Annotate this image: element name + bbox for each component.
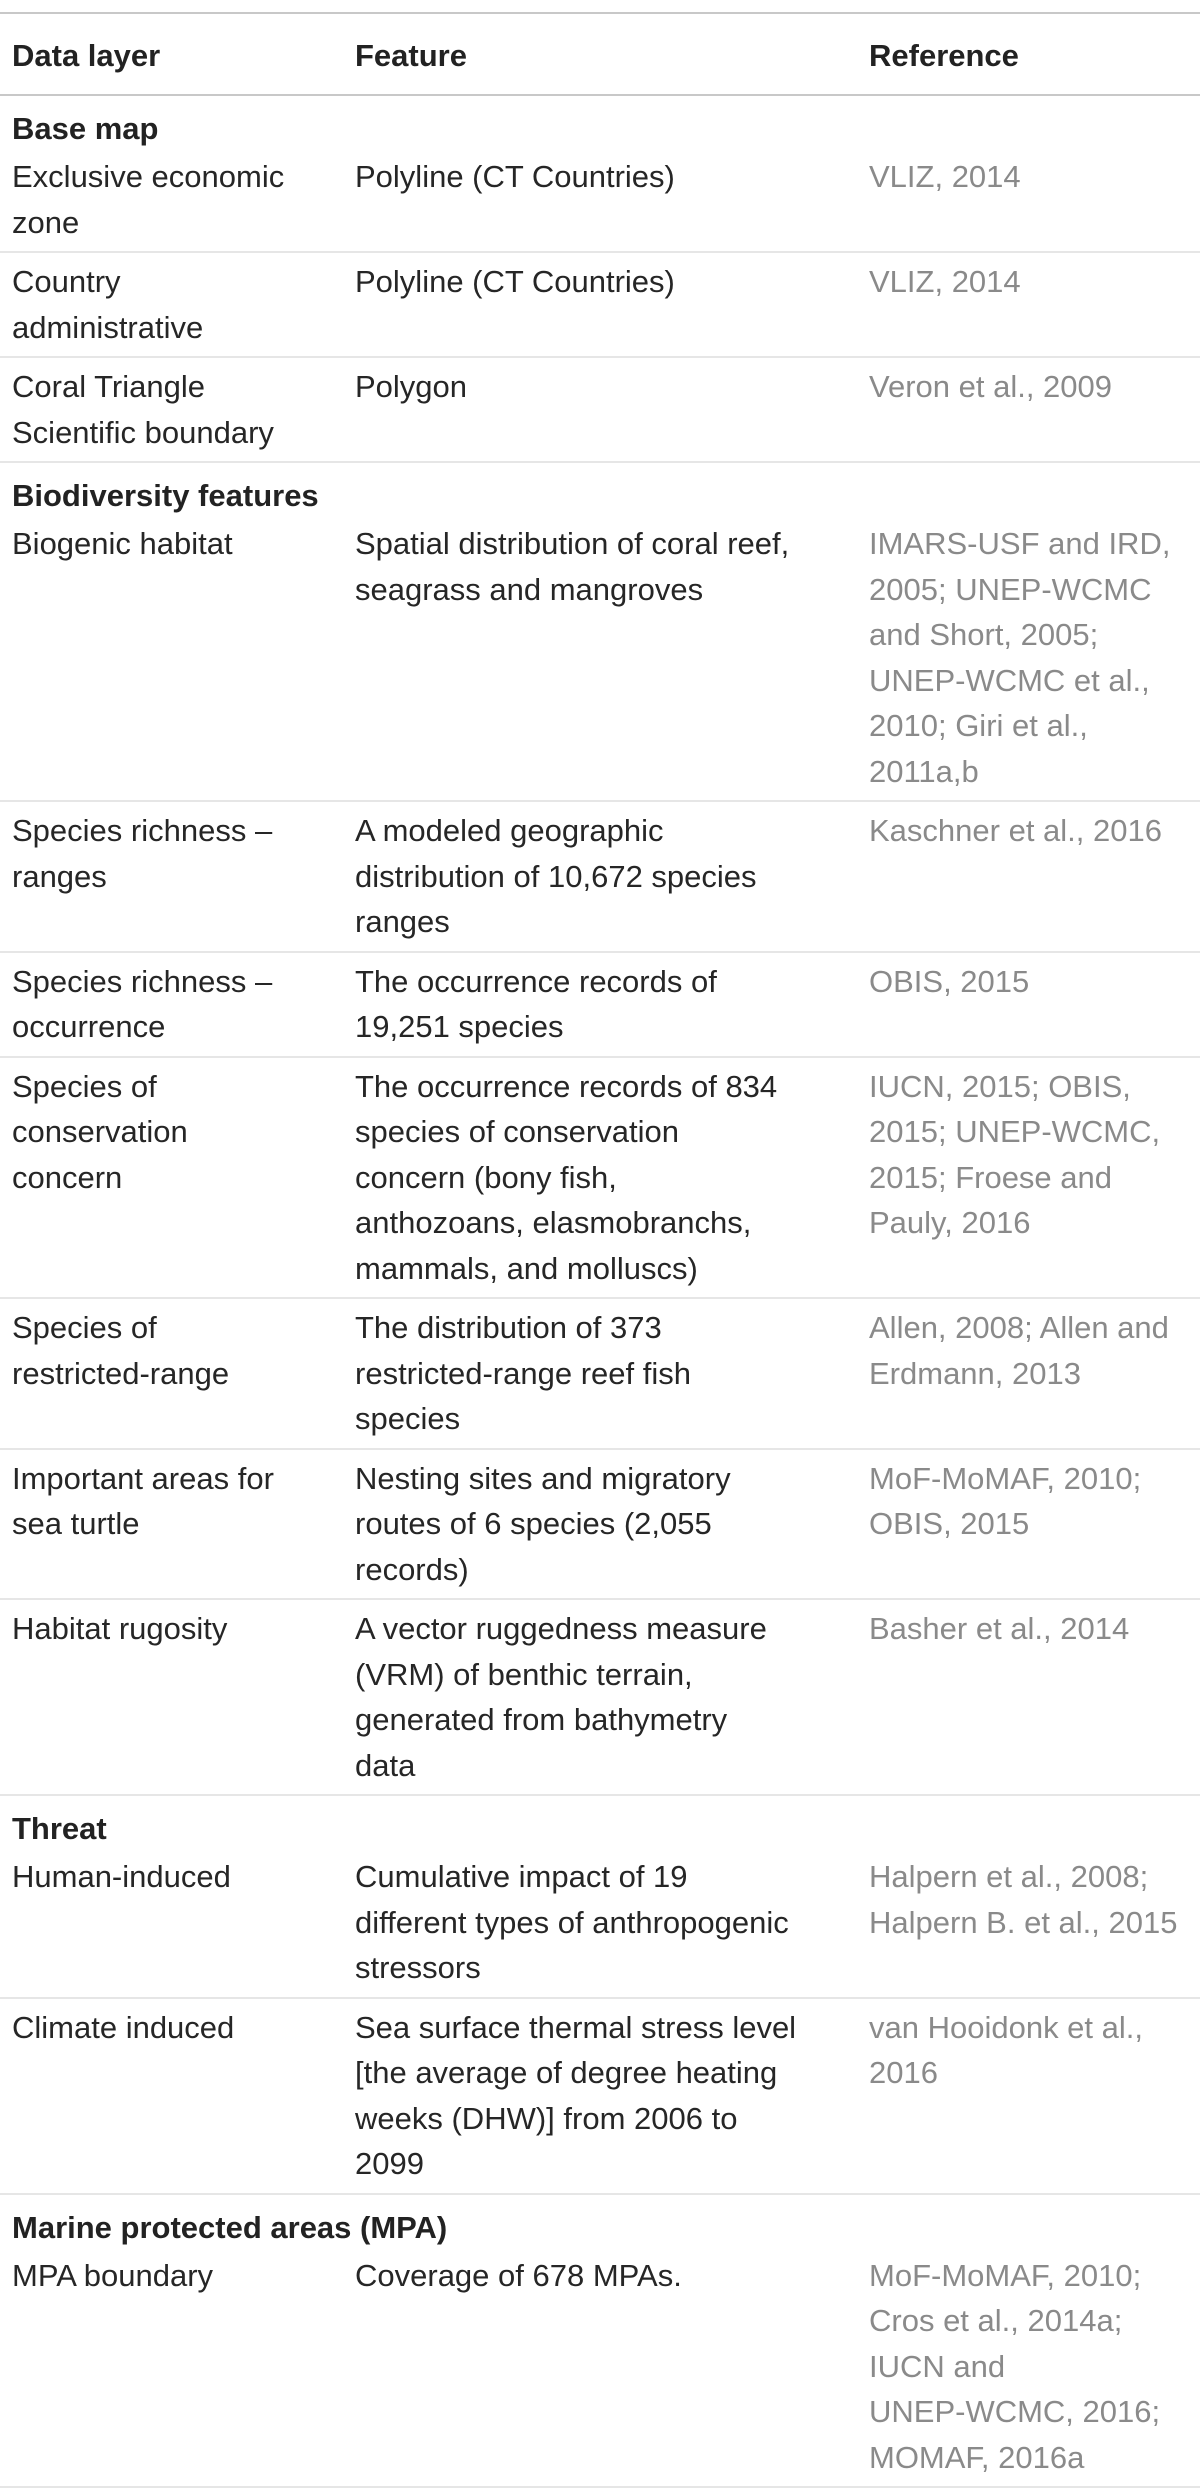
cell-line: MoF-MoMAF, 2010; — [869, 2253, 1160, 2299]
cell-line: Habitat rugosity — [12, 1606, 227, 1652]
feature-cell — [355, 2253, 682, 2299]
cell-line: distribution of 10,672 species — [355, 854, 757, 900]
cell-line: Veron et al., 2009 — [869, 364, 1112, 410]
cell-line: VLIZ, 2014 — [869, 259, 1021, 305]
cell-line: Coral Triangle — [12, 364, 274, 410]
cell-line: Basher et al., 2014 — [869, 1606, 1129, 1652]
cell-line: Polygon — [355, 364, 467, 410]
reference-cell — [869, 364, 1112, 410]
cell-line: restricted-range — [12, 1351, 229, 1397]
reference-cell — [869, 808, 1162, 854]
section-title: Base map — [12, 110, 158, 148]
reference-cell — [869, 2253, 1160, 2481]
cell-line: Nesting sites and migratory — [355, 1456, 731, 1502]
cell-line: and Short, 2005; — [869, 612, 1170, 658]
cell-line: ranges — [355, 899, 757, 945]
table-row — [0, 802, 1200, 953]
cell-line: occurrence — [12, 1004, 272, 1050]
cell-line: IMARS-USF and IRD, — [869, 521, 1170, 567]
header-feature: Feature — [355, 36, 467, 76]
cell-line: generated from bathymetry — [355, 1697, 767, 1743]
layer-cell — [12, 1456, 274, 1547]
feature-cell — [355, 1854, 789, 1991]
reference-cell — [869, 521, 1170, 794]
cell-line: Pauly, 2016 — [869, 1200, 1160, 1246]
layer-cell — [12, 1854, 231, 1900]
layer-cell — [12, 154, 284, 245]
table-row — [0, 253, 1200, 358]
feature-cell — [355, 154, 675, 200]
table-row — [0, 953, 1200, 1058]
cell-line: restricted-range reef fish — [355, 1351, 691, 1397]
cell-line: 2005; UNEP-WCMC — [869, 567, 1170, 613]
table-row — [0, 2247, 1200, 2488]
cell-line: species of conservation — [355, 1109, 777, 1155]
cell-line: Halpern et al., 2008; — [869, 1854, 1177, 1900]
cell-line: 2015; Froese and — [869, 1155, 1160, 1201]
reference-cell — [869, 2005, 1143, 2096]
cell-line: anthozoans, elasmobranchs, — [355, 1200, 777, 1246]
table-row — [0, 1450, 1200, 1601]
table-row — [0, 148, 1200, 253]
header-data-layer: Data layer — [12, 36, 160, 76]
layer-cell — [12, 259, 203, 350]
cell-line: Halpern B. et al., 2015 — [869, 1900, 1177, 1946]
cell-line: Exclusive economic — [12, 154, 284, 200]
cell-line: The occurrence records of — [355, 959, 717, 1005]
cell-line: Species of — [12, 1064, 188, 1110]
cell-line: administrative — [12, 305, 203, 351]
cell-line: van Hooidonk et al., — [869, 2005, 1143, 2051]
cell-line: 2016 — [869, 2050, 1143, 2096]
reference-cell — [869, 1064, 1160, 1246]
feature-cell — [355, 1606, 767, 1788]
layer-cell — [12, 1064, 188, 1201]
feature-cell — [355, 364, 467, 410]
layer-cell — [12, 959, 272, 1050]
cell-line: Biogenic habitat — [12, 521, 233, 567]
section-title: Biodiversity features — [12, 477, 319, 515]
feature-cell — [355, 959, 717, 1050]
cell-line: 19,251 species — [355, 1004, 717, 1050]
cell-line: concern (bony fish, — [355, 1155, 777, 1201]
section-title: Marine protected areas (MPA) — [12, 2209, 447, 2247]
layer-cell — [12, 2253, 213, 2299]
layer-cell — [12, 521, 233, 567]
table-row — [0, 1299, 1200, 1450]
layer-cell — [12, 1606, 227, 1652]
table-row — [0, 1058, 1200, 1300]
feature-cell — [355, 259, 675, 305]
feature-cell — [355, 1064, 777, 1292]
cell-line: MPA boundary — [12, 2253, 213, 2299]
cell-line: routes of 6 species (2,055 — [355, 1501, 731, 1547]
table-row — [0, 515, 1200, 802]
feature-cell — [355, 1456, 731, 1593]
cell-line: The distribution of 373 — [355, 1305, 691, 1351]
cell-line: Species of — [12, 1305, 229, 1351]
cell-line: IUCN, 2015; OBIS, — [869, 1064, 1160, 1110]
cell-line: concern — [12, 1155, 188, 1201]
reference-cell — [869, 154, 1021, 200]
cell-line: stressors — [355, 1945, 789, 1991]
cell-line: Cros et al., 2014a; — [869, 2298, 1160, 2344]
cell-line: A vector ruggedness measure — [355, 1606, 767, 1652]
cell-line: Polyline (CT Countries) — [355, 259, 675, 305]
layer-cell — [12, 364, 274, 455]
cell-line: data — [355, 1743, 767, 1789]
cell-line: OBIS, 2015 — [869, 1501, 1141, 1547]
cell-line: Cumulative impact of 19 — [355, 1854, 789, 1900]
cell-line: Sea surface thermal stress level — [355, 2005, 796, 2051]
reference-cell — [869, 1305, 1169, 1396]
cell-line: conservation — [12, 1109, 188, 1155]
table-header — [0, 14, 1200, 96]
reference-cell — [869, 1606, 1129, 1652]
cell-line: 2015; UNEP-WCMC, — [869, 1109, 1160, 1155]
cell-line: UNEP-WCMC et al., — [869, 658, 1170, 704]
cell-line: VLIZ, 2014 — [869, 154, 1021, 200]
cell-line: Coverage of 678 MPAs. — [355, 2253, 682, 2299]
section-heading — [0, 96, 1200, 148]
reference-cell — [869, 1456, 1141, 1547]
feature-cell — [355, 1305, 691, 1442]
cell-line: Species richness – — [12, 808, 272, 854]
cell-line: seagrass and mangroves — [355, 567, 789, 613]
cell-line: [the average of degree heating — [355, 2050, 796, 2096]
reference-cell — [869, 959, 1029, 1005]
section-heading — [0, 2195, 1200, 2247]
cell-line: Human-induced — [12, 1854, 231, 1900]
section-heading — [0, 463, 1200, 515]
reference-cell — [869, 1854, 1177, 1945]
cell-line: ranges — [12, 854, 272, 900]
cell-line: Country — [12, 259, 203, 305]
table-row — [0, 358, 1200, 463]
cell-line: Polyline (CT Countries) — [355, 154, 675, 200]
layer-cell — [12, 2005, 234, 2051]
feature-cell — [355, 2005, 796, 2187]
cell-line: Scientific boundary — [12, 410, 274, 456]
table-row — [0, 1600, 1200, 1796]
cell-line: The occurrence records of 834 — [355, 1064, 777, 1110]
cell-line: (VRM) of benthic terrain, — [355, 1652, 767, 1698]
table-row — [0, 1848, 1200, 1999]
cell-line: Spatial distribution of coral reef, — [355, 521, 789, 567]
cell-line: IUCN and — [869, 2344, 1160, 2390]
reference-cell — [869, 259, 1021, 305]
cell-line: 2011a,b — [869, 749, 1170, 795]
cell-line: different types of anthropogenic — [355, 1900, 789, 1946]
cell-line: Species richness – — [12, 959, 272, 1005]
cell-line: Important areas for — [12, 1456, 274, 1502]
cell-line: records) — [355, 1547, 731, 1593]
cell-line: sea turtle — [12, 1501, 274, 1547]
feature-cell — [355, 808, 757, 945]
cell-line: UNEP-WCMC, 2016; — [869, 2389, 1160, 2435]
cell-line: Climate induced — [12, 2005, 234, 2051]
section-title: Threat — [12, 1810, 107, 1848]
cell-line: species — [355, 1396, 691, 1442]
cell-line: Erdmann, 2013 — [869, 1351, 1169, 1397]
cell-line: mammals, and molluscs) — [355, 1246, 777, 1292]
layer-cell — [12, 808, 272, 899]
cell-line: weeks (DHW)] from 2006 to — [355, 2096, 796, 2142]
cell-line: A modeled geographic — [355, 808, 757, 854]
header-reference: Reference — [869, 36, 1019, 76]
cell-line: 2099 — [355, 2141, 796, 2187]
layer-cell — [12, 1305, 229, 1396]
table-row — [0, 1999, 1200, 2195]
cell-line: Kaschner et al., 2016 — [869, 808, 1162, 854]
table-body — [0, 96, 1200, 2488]
cell-line: 2010; Giri et al., — [869, 703, 1170, 749]
cell-line: MOMAF, 2016a — [869, 2435, 1160, 2481]
cell-line: MoF-MoMAF, 2010; — [869, 1456, 1141, 1502]
cell-line: Allen, 2008; Allen and — [869, 1305, 1169, 1351]
feature-cell — [355, 521, 789, 612]
section-heading — [0, 1796, 1200, 1848]
cell-line: zone — [12, 200, 284, 246]
cell-line: OBIS, 2015 — [869, 959, 1029, 1005]
